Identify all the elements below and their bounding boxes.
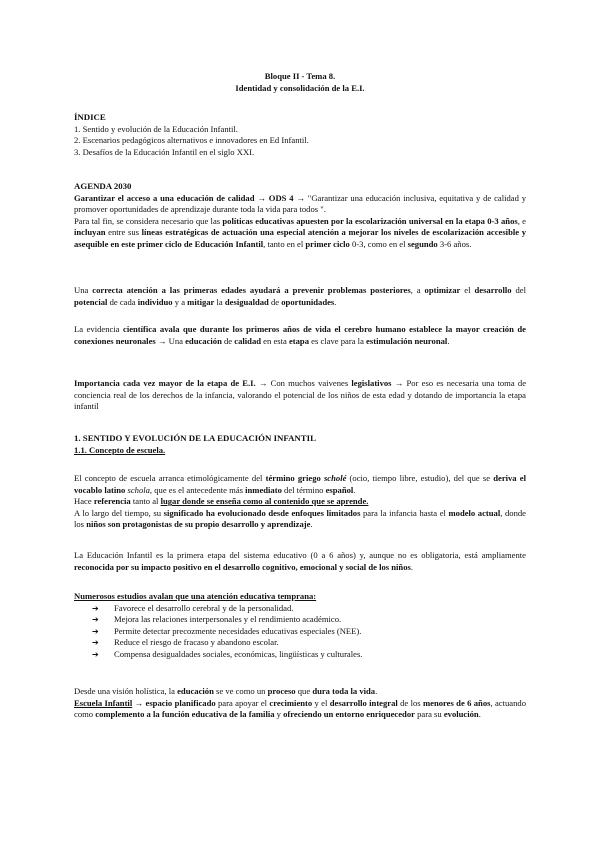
list-item-text: Favorece el desarrollo cerebral y de la personalidad. — [114, 602, 294, 613]
list-item — [74, 626, 526, 638]
text: y — [274, 709, 284, 720]
text: de — [268, 296, 282, 307]
text: se ve como un — [213, 686, 268, 696]
text: , donde los — [74, 507, 526, 530]
holistic-paragraph — [74, 686, 526, 698]
text-bold: primer ciclo — [305, 238, 350, 249]
text-bold: estimulación neuronal — [366, 335, 448, 346]
text-bold: potencial — [74, 296, 108, 307]
section-heading: 1. SENTIDO Y EVOLUCIÓN DE LA EDUCACIÓN INFANTIL — [74, 433, 316, 443]
arrow-bullet-icon: ➔ — [92, 603, 99, 613]
text: Hace — [74, 496, 94, 507]
text: La evidencia — [74, 324, 124, 334]
text: del — [511, 285, 526, 295]
text-bold: reconocida por su impacto positivo en el desarrollo cognitivo, emocional y social de los niños — [74, 561, 411, 572]
text: . — [375, 686, 378, 696]
text: 3-6 años. — [437, 238, 472, 249]
text: → — [132, 697, 146, 708]
text-bold: crecimiento — [269, 697, 313, 708]
holistic-section — [74, 686, 526, 721]
text: tanto al — [130, 496, 161, 507]
concept-paragraph-4 — [74, 550, 526, 573]
text: . — [310, 519, 313, 530]
text: . — [353, 484, 356, 495]
list-item-text: Permite detectar precozmente necesidades educativas especiales (NEE). — [114, 625, 362, 636]
text: la — [214, 296, 225, 307]
title-line-1: Bloque II - Tema 8. — [264, 71, 336, 81]
text-bold: oportunidades — [281, 296, 335, 307]
text-bold: inmediato — [245, 484, 282, 495]
agenda-paragraph-1 — [74, 193, 526, 216]
text: y a — [172, 296, 188, 307]
text-bold: Importancia cada vez mayor de la etapa de E.I. — [74, 378, 256, 388]
text: entre sus — [105, 227, 142, 238]
text-bold: legislativos — [351, 378, 392, 388]
text-bold: espacio planificado — [145, 697, 216, 708]
text-bold: niños son protagonistas de su propio desarrollo y aprendizaje — [86, 519, 311, 530]
text: del término — [281, 484, 326, 495]
concept-paragraph-2 — [74, 496, 526, 508]
text-bold: líneas estratégicas de actuación una especial atención a mejorar los niveles de escolarización accesible y asequible en este primer ciclo de Educación Infantil — [74, 227, 526, 249]
list-item-text: Mejora las relaciones interpersonales y el rendimiento académico. — [114, 614, 342, 625]
text: de — [221, 335, 235, 346]
agenda-paragraph-5 — [74, 378, 526, 413]
arrow-bullet-icon: ➔ — [92, 615, 99, 625]
section-1-concept — [74, 473, 526, 531]
text: , tanto en el — [263, 238, 306, 249]
text: y el — [312, 697, 330, 708]
text-bold: menores de 6 años — [422, 697, 491, 708]
text: → Con muchos vaivenes — [255, 378, 352, 388]
text: el — [460, 285, 475, 295]
concept-paragraph-3 — [74, 508, 526, 531]
arrow-bullet-icon: ➔ — [92, 638, 99, 648]
agenda-paragraph-3 — [74, 285, 526, 308]
text-bold: ofreciendo un entorno enriquecedor — [283, 709, 415, 720]
text: La Educación Infantil es la primera etapa del sistema educativo (0 a 6 años) y, aunque no es obligatoria, está ampliamente — [74, 550, 526, 560]
list-item — [74, 614, 526, 626]
agenda-paragraph-4 — [74, 324, 526, 347]
text-italic: scholé — [323, 473, 347, 483]
subsection-heading: 1.1. Concepto de escuela. — [74, 444, 166, 455]
text: 0-3, como en el — [349, 238, 408, 249]
text: , actuando como — [74, 697, 526, 720]
text: → Por eso es necesaria una toma de conciencia real de los derechos de la infancia, valorando el potencial de los niños de esta edad y dotando de importancia la etapa infantil — [74, 378, 527, 412]
text: para apoyar el — [215, 697, 270, 708]
text: en esta — [261, 335, 289, 346]
text-bold: evolución — [443, 709, 479, 720]
document-title — [74, 71, 526, 94]
escuela-infantil-paragraph — [74, 698, 526, 721]
text-bold: complemento a la función educativa de la familia — [95, 709, 275, 720]
agenda-section — [74, 181, 526, 251]
text-bold: mitigar — [187, 296, 215, 307]
text: , a — [410, 285, 425, 295]
text: para su — [414, 709, 444, 720]
text: Una — [74, 285, 93, 295]
text: Desde una visión holística, la — [74, 686, 178, 696]
text: . — [478, 709, 481, 720]
text: , que es el antecedente más — [149, 484, 246, 495]
text-bold: etapa — [288, 335, 310, 346]
index-item: 3. Desafíos de la Educación Infantil en el siglo XXI. — [74, 146, 255, 157]
text-bold: dura toda la vida — [312, 686, 376, 696]
text: es clave para la — [309, 335, 367, 346]
arrow-bullet-icon: ➔ — [92, 626, 99, 636]
index-item: 2. Escenarios pedagógicos alternativos e innovadores en Ed Infantil. — [74, 135, 309, 146]
text-bold: segundo — [407, 238, 438, 249]
text: . — [447, 335, 450, 346]
list-item — [74, 637, 526, 649]
index-heading: ÍNDICE — [74, 112, 106, 122]
text: que — [295, 686, 313, 696]
agenda-goal: Garantizar el acceso a una educación de calidad → ODS 4 → — [74, 192, 305, 203]
agenda-goal-quote: "Garantizar una educación inclusiva, equitativa y de calidad y promover oportunidades de aprendizaje durante toda la vida para todos ". — [74, 192, 527, 215]
text-bold: término griego — [265, 473, 324, 483]
text-bold: deriva el vocablo latino — [74, 473, 526, 495]
text-bold: significado ha evolucionado desde enfoques limitados — [163, 507, 361, 518]
list-item — [74, 649, 526, 661]
text-bold: individuo — [137, 296, 173, 307]
agenda-paragraph-2 — [74, 216, 526, 251]
text-bold: desigualdad — [224, 296, 269, 307]
text-bold: español — [325, 484, 354, 495]
text-bold-underlined: lugar donde se enseña como al contenido que se aprende. — [160, 496, 369, 507]
index-item: 1. Sentido y evolución de la Educación Infantil. — [74, 123, 238, 134]
text-bold: incluyan — [74, 227, 106, 238]
studies-list-section — [74, 591, 526, 661]
text: A lo largo del tiempo, su — [74, 507, 164, 518]
index-section — [74, 112, 526, 158]
text-bold: desarrollo integral — [329, 697, 398, 708]
text-bold: modelo actual — [448, 507, 501, 518]
text: El concepto de escuela arranca etimológicamente del — [74, 473, 266, 483]
list-item — [74, 603, 526, 615]
text: de los — [397, 697, 423, 708]
title-line-2: Identidad y consolidación de la E.I. — [235, 82, 365, 93]
text-bold: educación — [185, 335, 222, 346]
text-bold: proceso — [267, 686, 296, 696]
text: para la infancia hasta el — [360, 507, 449, 518]
text-bold: desarrollo — [474, 285, 512, 295]
text-bold: correcta atención a las primeras edades ayudará a prevenir problemas posteriores — [92, 285, 411, 295]
text: . — [334, 296, 337, 307]
text-bold-underlined: Escuela Infantil — [74, 697, 133, 708]
text-bold: políticas educativas apuesten por la escolarización universal en la etapa 0-3 años — [222, 215, 518, 226]
text: de cada — [107, 296, 138, 307]
text: Para tal fin, se considera necesario que las — [74, 215, 223, 226]
list-heading: Numerosos estudios avalan que una atención educativa temprana: — [74, 591, 317, 601]
concept-paragraph-1 — [74, 473, 526, 496]
text-bold: científica avala que durante los primeros años de vida el cerebro humano establece la mayor creación de conexiones neuronales — [74, 324, 526, 346]
text: (ocio, tiempo libre, estudio), del que se — [346, 473, 494, 483]
text-bold: optimizar — [424, 285, 461, 295]
list-item-text: Reduce el riesgo de fracaso y abandono escolar. — [114, 637, 279, 648]
text-bold: calidad — [234, 335, 262, 346]
section-1-heading-block — [74, 433, 526, 456]
list-item-text: Compensa desigualdades sociales, económicas, lingüísticas y culturales. — [114, 648, 363, 659]
text-bold: educación — [177, 686, 214, 696]
text-italic: schola — [127, 484, 150, 495]
text-bold: referencia — [93, 496, 131, 507]
text: → Una — [155, 335, 186, 346]
text: . — [410, 561, 413, 572]
text: , e — [517, 215, 526, 226]
arrow-bullet-icon: ➔ — [92, 649, 99, 659]
agenda-heading: AGENDA 2030 — [74, 181, 132, 191]
